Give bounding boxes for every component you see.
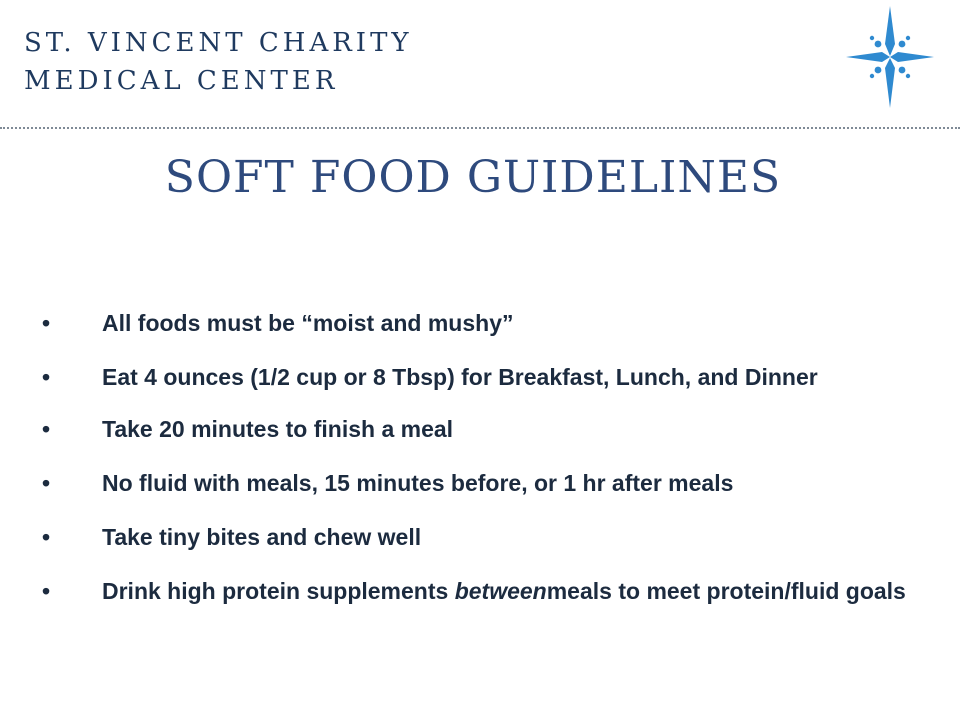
bullet-marker: • xyxy=(42,470,51,496)
list-item xyxy=(40,412,920,446)
org-name xyxy=(24,24,413,100)
list-item xyxy=(40,360,920,394)
bullet-marker: • xyxy=(42,578,51,604)
bullet-marker: • xyxy=(42,364,51,390)
bullet-text: No fluid with meals, 15 minutes before, or 1 hr after meals xyxy=(102,470,734,496)
bullet-marker: • xyxy=(42,524,51,550)
list-item xyxy=(40,574,920,608)
emphasis-tiny-bites: tiny bites xyxy=(159,524,261,550)
slide-title: SOFT FOOD GUIDELINES xyxy=(164,152,782,203)
bullet-text: All foods must be “moist and mushy” xyxy=(102,310,514,336)
star-cross-icon xyxy=(842,4,938,110)
bullet-marker: • xyxy=(42,310,51,336)
org-name-line1: ST. VINCENT CHARITY xyxy=(24,28,413,58)
bullet-text-part: Take xyxy=(102,524,160,550)
org-name-line2: MEDICAL CENTER xyxy=(24,66,339,96)
guideline-list xyxy=(40,306,920,628)
emphasis-chew-well: chew well xyxy=(313,524,422,550)
bullet-text-part: meals to meet protein/fluid goals xyxy=(546,578,906,604)
list-item xyxy=(40,306,920,340)
header-divider xyxy=(0,127,960,129)
list-item xyxy=(40,520,920,554)
emphasis-between: between xyxy=(454,578,547,604)
bullet-marker: • xyxy=(42,416,51,442)
bullet-text-part: Drink high protein supplements xyxy=(102,578,455,604)
bullet-text-part: and xyxy=(260,524,314,550)
bullet-text: Take 20 minutes to finish a meal xyxy=(102,416,454,442)
bullet-text: Eat 4 ounces (1/2 cup or 8 Tbsp) for Breakfast, Lunch, and Dinner xyxy=(102,364,818,390)
list-item xyxy=(40,466,920,500)
